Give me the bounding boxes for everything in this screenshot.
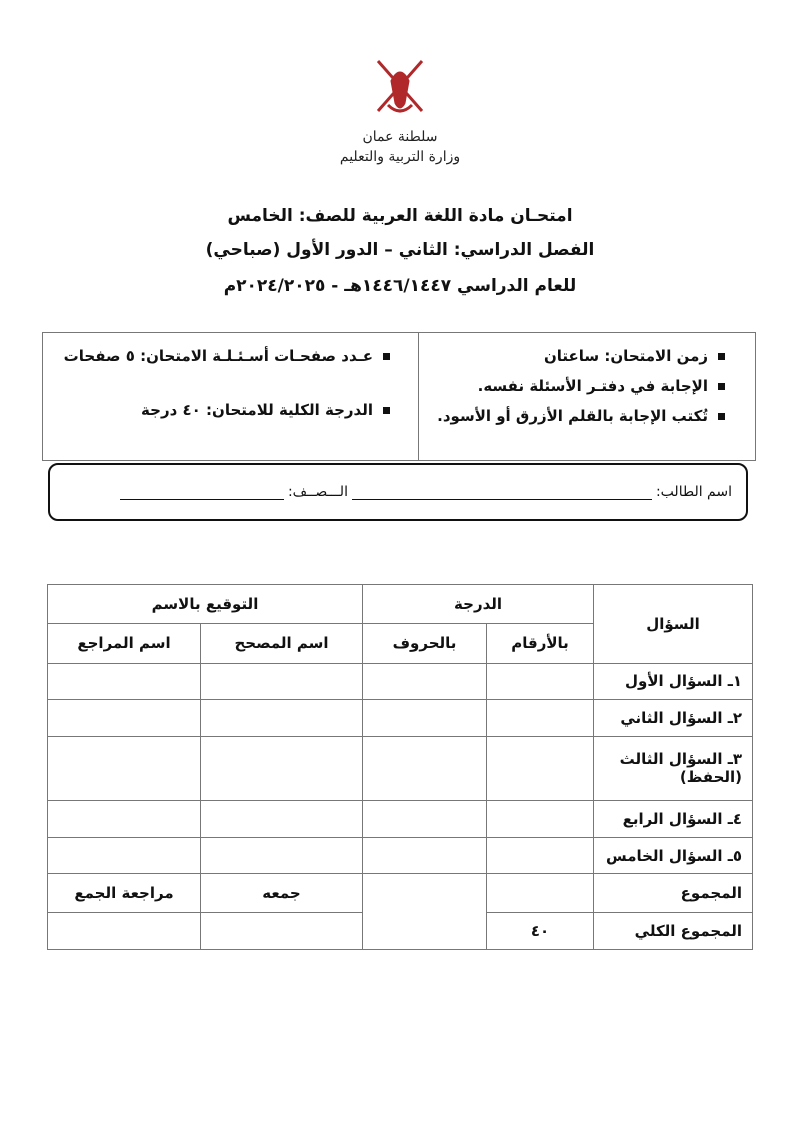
total-corrector-cell[interactable] [201,912,363,949]
info-item: الدرجة الكلية للامتحان: ٤٠ درجة [43,395,390,425]
table-row [48,737,753,801]
question-label: ٥ـ السؤال الخامس [594,838,753,874]
header-signature: التوقيع بالاسم [48,585,363,624]
grade-letters-cell[interactable] [363,838,487,874]
sum-reviewer-label: مراجعة الجمع [48,874,201,912]
grade-numbers-cell[interactable] [487,838,594,874]
student-name-field[interactable] [352,485,652,500]
student-name-label: اسم الطالب: [655,484,732,500]
table-row [48,874,753,912]
info-item: عـدد صفحـات أسـئـلـة الامتحان: ٥ صفحات [43,341,390,371]
grade-letters-cell[interactable] [363,737,487,801]
grade-numbers-cell[interactable] [487,663,594,699]
reviewer-cell[interactable] [48,699,201,736]
emblem-icon [378,61,422,111]
total-value: ٤٠ [487,912,594,949]
bullet-icon [383,353,390,360]
logo-line-1: سلطنة عمان [362,129,438,145]
logo-line-2: وزارة التربية والتعليم [339,149,461,165]
reviewer-cell[interactable] [48,663,201,699]
bullet-icon [383,407,390,414]
grade-letters-cell[interactable] [363,699,487,736]
exam-title: امتحـان مادة اللغة العربية للصف: الخامس [227,206,573,226]
question-label: ١ـ السؤال الأول [594,663,753,699]
table-row [48,663,753,699]
student-class-field[interactable] [120,485,284,500]
corrector-cell[interactable] [201,699,363,736]
grades-table [47,584,753,950]
header-grade-letters: بالحروف [363,624,487,663]
bullet-icon [718,353,725,360]
table-row [48,838,753,874]
student-info-box [48,463,748,521]
reviewer-cell[interactable] [48,838,201,874]
table-row [48,699,753,736]
question-label: ٣ـ السؤال الثالث (الحفظ) [594,737,753,801]
header-question: السؤال [594,585,753,664]
ministry-logo [330,55,470,173]
corrector-cell[interactable] [201,663,363,699]
bullet-icon [718,413,725,420]
info-column-left [43,333,418,460]
total-label: المجموع الكلي [594,912,753,949]
corrector-cell[interactable] [201,838,363,874]
bullet-icon [718,383,725,390]
total-reviewer-cell[interactable] [48,912,201,949]
sum-letters-cell[interactable] [363,874,487,950]
grade-numbers-cell[interactable] [487,800,594,837]
header-grade-numbers: بالأرقام [487,624,594,663]
header-corrector: اسم المصحح [201,624,363,663]
exam-year: للعام الدراسي ١٤٤٦/١٤٤٧هـ - ٢٠٢٤/٢٠٢٥م [223,276,577,296]
header-grade: الدرجة [363,585,594,624]
student-class-label: الـــصــف: [287,484,348,500]
table-row [48,800,753,837]
corrector-cell[interactable] [201,737,363,801]
exam-semester: الفصل الدراسي: الثاني – الدور الأول (صباحي) [205,240,595,260]
info-item: تُكتب الإجابة بالقلم الأزرق أو الأسود. [419,401,725,431]
corrector-cell[interactable] [201,800,363,837]
sum-corrector-label: جمعه [201,874,363,912]
info-item: زمن الامتحان: ساعتان [419,341,725,371]
info-item: الإجابة في دفتـر الأسئلة نفسه. [419,371,725,401]
grade-letters-cell[interactable] [363,800,487,837]
question-label: ٤ـ السؤال الرابع [594,800,753,837]
sum-numbers-cell[interactable] [487,874,594,912]
header-reviewer: اسم المراجع [48,624,201,663]
grade-numbers-cell[interactable] [487,737,594,801]
grade-numbers-cell[interactable] [487,699,594,736]
reviewer-cell[interactable] [48,800,201,837]
info-column-right [418,333,755,460]
exam-info-box [42,332,756,461]
reviewer-cell[interactable] [48,737,201,801]
question-label: ٢ـ السؤال الثاني [594,699,753,736]
sum-label: المجموع [594,874,753,912]
grade-letters-cell[interactable] [363,663,487,699]
